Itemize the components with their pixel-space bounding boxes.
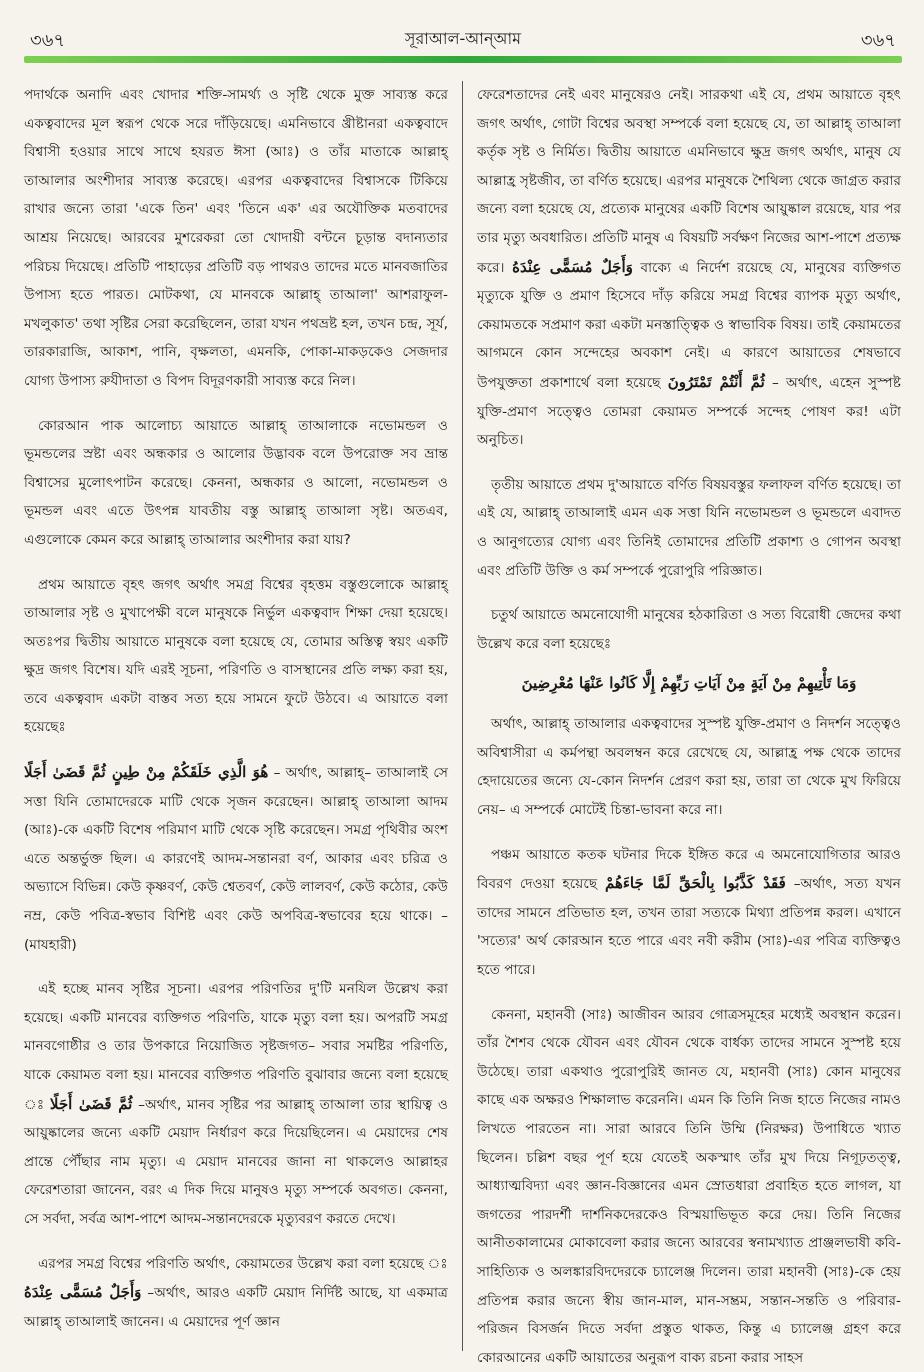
- header-divider: [24, 56, 902, 63]
- paragraph-text: ফেরেশতাদের নেই এবং মানুষেরও নেই। সারকথা এই যে, প্রথম আয়াতে বৃহৎ জগৎ অর্থাৎ, গোটা বিশ্বের অবস্থা সম্পর্কে বলা হয়েছে যে, তা আল্লাহ্ তাআলা কর্তৃক সৃষ্ট ও নির্মিত। দ্বিতীয় আয়াতে এমনিভাবে ক্ষুদ্র জগৎ অর্থাৎ, মানুষ যে আল্লাহ্র সৃষ্টজীব, তা বর্ণিত হয়েছে। এরপর মানুষকে শৈথিল্য থেকে জাগ্রত করার জন্যে বলা হয়েছে যে, প্রত্যেক মানুষের একটি বিশেষ আয়ুষ্কাল রয়েছে, যার পর তার মৃত্যু অবধারিত। প্রতিটি মানুষ এ বিষয়টি সর্বক্ষণ নিজের আশ-পাশে প্রত্যক্ষ করে।: [477, 87, 901, 276]
- arabic-verse: وَأَجَلٌ مُسَمًّى عِنْدَهُ: [512, 257, 633, 276]
- surah-title: সূরাআল-আন্‌আম: [404, 29, 522, 48]
- paragraph-text: বাক্যে এ নির্দেশ রয়েছে যে, মানুষের ব্যক্তিগত মৃত্যুকে যুক্তি ও প্রমাণ হিসেবে দাঁড় করিয়ে সমগ্র বিশ্বের ব্যাপক মৃত্যু অর্থাৎ, কেয়ামতকে সপ্রমাণ করা একটা মনস্তাত্ত্বিক ও স্বাভাবিক বিষয়। তাই কেয়ামতের আগমনে কোন সন্দেহের অবকাশ নেই। এ কারণে আয়াতের শেষভাবে উপযুক্ততা প্রকাশার্থে বলা হয়েছে: [477, 259, 901, 391]
- paragraph: [477, 841, 901, 985]
- paragraph-text: এই হচ্ছে মানব সৃষ্টির সূচনা। এরপর পরিণতির দু'টি মনযিল উল্লেখ করা হয়েছে। একটি মানবের ব্যক্তিগত পরিণতি, যাকে মৃত্যু বলা হয়। অপরটি সমগ্র মানবগোষ্ঠীর ও তার উপকারে নিয়োজিত সৃষ্টজগত– সবার সমষ্টির পরিণতি, যাকে কেয়ামত বলা হয়। মানবের ব্যক্তিগত পরিণতি বুঝাবার জন্যে বলা হয়েছে ঃ: [24, 981, 448, 1113]
- column-divider: [462, 81, 463, 1351]
- paragraph: পদার্থকে অনাদি এবং খোদার শক্তি-সামর্থ্য ও সৃষ্টি থেকে মুক্ত সাব্যস্ত করে একত্ববাদের মূল স্বরূপ থেকে সরে দাঁড়িয়েছে। এমনিভাবে খ্রীষ্টানরা একত্ববাদে বিশ্বাসী হওয়ার সাথে সাথে হযরত ঈসা (আঃ) ও তাঁর মাতাকে আল্লাহ্ তাআলার অংশীদার সাব্যস্ত করেছে। এরপর একত্ববাদের বিশ্বাসকে টিকিয়ে রাখার জন্যে তারা 'একে তিন' এবং 'তিনে এক' এর অযৌক্তিক মতবাদের আশ্রয় নিয়েছে। আরবের মুশরেকরা তো খোদায়ী বন্টনে চূড়ান্ত বদান্যতার পরিচয় দিয়েছে। প্রতিটি পাহাড়ের প্রতিটি বড় পাথরও তাদের মতে মানবজাতির উপাস্য হতে পারত। মোটকথা, যে মানবকে আল্লাহ্ তাআলা' আশরাফুল-মখলুকাত' তথা সৃষ্টির সেরা করেছিলেন, তারা যখন পথভ্রষ্ট হল, তখন চন্দ্র, সূর্য, তারকারাজি, আকাশ, পানি, বৃক্ষলতা, এমনকি, পোকা-মাকড়কেও সেজদার যোগ্য উপাস্য রুযীদাতা ও বিপদ বিদূরণকারী সাব্যস্ত করে নিল।: [24, 87, 448, 389]
- arabic-verse: وَمَا تَأْتِيهِمْ مِنْ آيَةٍ مِنْ آيَاتِ رَبِّهِمْ إِلَّا كَانُوا عَنْهَا مُعْرِضِينَ: [521, 674, 857, 693]
- paragraph-text: পঞ্চম আয়াতে কতক ঘটনার দিকে ইঙ্গিত করে এ অমনোযোগিতার আরও বিবরণ দেওয়া হয়েছে: [477, 846, 901, 893]
- paragraph-text: – অর্থাৎ, আল্লাহ্– তাআলাই সে সত্তা যিনি তোমাদেরকে মাটি থেকে সৃজন করেছেন। আল্লাহ্ তাআলা আদম (আঃ)-কে একটি বিশেষ পরিমাণ মাটি থেকে সৃষ্টি করেছেন। সমগ্র পৃথিবীর অংশ এতে অন্তর্ভুক্ত ছিল। এ কারণেই আদম-সন্তানরা বর্ণ, আকার এবং চরিত্র ও অভ্যাসে বিভিন্ন। কেউ কৃষ্ণবর্ণ, কেউ শ্বেতবর্ণ, কেউ লালবর্ণ, কেউ কঠোর, কেউ নম্র, কেউ পবিত্র-স্বভাব বিশিষ্ট এবং কেউ অপবিত্র-স্বভাবের হয়ে থাকে। – (মাযহারী): [24, 765, 448, 953]
- page-number-right: ৩৬৭: [860, 30, 896, 51]
- paragraph-text: – অর্থাৎ, এহেন সুস্পষ্ট যুক্তি-প্রমাণ সত্ত্বেও তোমরা কেয়ামত সম্পর্কে সন্দেহ পোষণ কর! এটা অনুচিত।: [477, 374, 901, 449]
- paragraph: কোরআন পাক আলোচ্য আয়াতে আল্লাহ্ তাআলাকে নভোমন্ডল ও ভূমন্ডলের স্রষ্টা এবং অন্ধকার ও আলোর উদ্ভাবক বলে উপরোক্ত সব ভ্রান্ত বিশ্বাসের মুলোৎপাটন করেছে। কেননা, অন্ধকার ও আলো, নভোমন্ডল ও ভূমন্ডল এবং এতে উৎপন্ন যাবতীয় বস্তু আল্লাহ্ তাআলা সৃষ্ট। অতএব, এগুলোকে কেমন করে আল্লাহ্ তাআলার অংশীদার করা যায়?: [24, 417, 448, 548]
- arabic-verse: هُوَ الَّذِي خَلَقَكُمْ مِنْ طِينٍ ثُمَّ قَضَىٰ أَجَلًا: [24, 763, 269, 782]
- paragraph: চতুর্থ আয়াতে অমনোযোগী মানুষের হঠকারিতা ও সত্য বিরোধী জেদের কথা উল্লেখ করে বলা হয়েছেঃ: [477, 607, 901, 652]
- paragraph-text: –অর্থাৎ, সত্য যখন তাদের সামনে প্রতিভাত হল, তখন তারা সত্যকে মিথ্যা প্রতিপন্ন করল। এখানে 'সত্যের' অর্থ কোরআন হতে পারে এবং নবী করীম (সাঃ)-এর পবিত্র ব্যক্তিত্বও হতে পারে।: [477, 876, 901, 979]
- paragraph-text: এরপর সমগ্র বিশ্বের পরিণতি অর্থাৎ, কেয়ামতের উল্লেখ করা বলা হয়েছে ঃ: [38, 1255, 448, 1272]
- paragraph: [24, 1250, 448, 1337]
- arabic-verse: ثُمَّ قَضَىٰ أَجَلًا: [49, 1094, 133, 1113]
- page-number-left: ৩৬৭: [30, 30, 66, 51]
- paragraph: প্রথম আয়াতে বৃহৎ জগৎ অর্থাৎ সমগ্র বিশ্বের বৃহত্তম বস্তুগুলোকে আল্লাহ্ তাআলার সৃষ্ট ও মুখাপেক্ষী বলে মানুষকে নির্ভুল একত্ববাদ শিক্ষা দেয়া হয়েছে। অতঃপর দ্বিতীয় আয়াতে মানুষকে বলা হয়েছে যে, তোমার অস্তিত্ব স্বয়ং একটি ক্ষুদ্র জগৎ বিশেষ। যদি এরই সূচনা, পরিণতি ও বাসস্থানের প্রতি লক্ষ্য করা হয়, তবে একত্ববাদ একটা বাস্তব সত্য হয়ে সামনে ফুটে উঠবে। এ আয়াতে বলা হয়েছেঃ: [24, 576, 448, 736]
- paragraph: তৃতীয় আয়াতে প্রথম দু'আয়াতে বর্ণিত বিষয়বস্তুর ফলাফল বর্ণিত হয়েছে। তা এই যে, আল্লাহ্ তাআলাই এমন এক সত্তা যিনি নভোমন্ডল ও ভূমন্ডলে এবাদত ও আনুগত্যের যোগ্য এবং তিনিই তোমাদের প্রতিটি প্রকাশ্য ও গোপন অবস্থা এবং প্রতিটি উক্তি ও কর্ম সম্পর্কে পুরোপুরি পরিজ্ঞাত।: [477, 476, 901, 579]
- page-header: [24, 12, 902, 52]
- paragraph: [477, 81, 901, 455]
- arabic-verse: فَقَدْ كَذَّبُوا بِالْحَقِّ لَمَّا جَاءَهُمْ: [604, 874, 786, 893]
- paragraph: কেননা, মহানবী (সাঃ) আজীবন আরব গোত্রসমূহের মধ্যেই অবস্থান করেন। তাঁর শৈশব থেকে যৌবন এবং যৌবন থেকে বার্ধক্য তাদের সামনে সুস্পষ্ট হয়ে উঠেছে। তারা একথাও পুরোপুরিই জানত যে, মহানবী (সাঃ) কোন মানুষের কাছে এক অক্ষরও শিক্ষালাভ করেননি। এমন কি তিনি নিজ হাতে নিজের নামও লিখতে পারতেন না। সারা আরবে তিনি উম্মি (নিরক্ষর) উপাধিতে খ্যাত ছিলেন। চল্লিশ বছর পূর্ণ হয়ে যেতেই অকস্মাৎ তাঁর মুখ দিয়ে নিগূঢ়তত্ত্ব, আধ্যাত্মবিদ্যা এবং জ্ঞান-বিজ্ঞানের এমন স্রোতধারা প্রবাহিত হতে লাগল, যা জগতের পারদর্শী দার্শনিকদেরকেও বিস্ময়াভিভূত করে দেয়। তিনি নিজের আনীতকালামের মোকাবেলা করার জন্যে আরবের স্বনামখ্যাত প্রাঞ্জলভাষী কবি-সাহিত্যিক ও অলঙ্কারবিদদেরকে চ্যালেঞ্জ দিলেন। তারা মহানবী (সাঃ)-কে হেয় প্রতিপন্ন করার জন্যে স্বীয় জান-মাল, মান-সম্ভ্রম, সন্তান-সন্ততি ও পরিবার-পরিজন বিসর্জন দিতে সর্বদা প্রস্তুত থাকত, কিন্তু এ চ্যালেঞ্জ গ্রহণ করে কোরআনের একটি আয়াতের অনুরূপ বাক্য রচনা করার সাহস: [477, 1006, 901, 1366]
- text-columns: [24, 81, 902, 1366]
- arabic-verse: وَأَجَلٌ مُسَمًّى عِنْدَهُ: [24, 1283, 142, 1302]
- paragraph: অর্থাৎ, আল্লাহ্ তাআলার একত্ববাদের সুস্পষ্ট যুক্তি-প্রমাণ ও নিদর্শন সত্ত্বেও অবিশ্বাসীরা এ কর্মপন্থা অবলম্বন করে রেখেছে যে, আল্লাহ্র পক্ষ থেকে তাদের হেদায়েতের জন্যে যে-কোন নিদর্শন প্রেরণ করা হয়, তারা তা থেকে মুখ ফিরিয়ে নেয়– এ সম্পর্কে মোটেই চিন্তা-ভাবনা করে না।: [477, 716, 901, 819]
- paragraph-text: –অর্থাৎ, মানব সৃষ্টির পর আল্লাহ্ তাআলা তার স্থায়িত্ব ও আয়ুষ্কালের জন্যে একটি মেয়াদ নির্ধারণ করে দিয়েছিলেন। এ মেয়াদের শেষ প্রান্তে পৌঁছার নাম মৃত্যু। এ মেয়াদ মানবের জানা না থাকলেও আল্লাহর ফেরেশতারা জানেন, বরং এ দিক দিয়ে মানুষও মৃত্যু সম্পর্কে অবগত। কেননা, সে সর্বদা, সর্বত্র আশ-পাশে আদম-সন্তানদেরকে মৃত্যুবরণ করতে দেখে।: [24, 1096, 449, 1227]
- left-column: [24, 81, 448, 1351]
- paragraph-text: –অর্থাৎ, আরও একটি মেয়াদ নির্দিষ্ট আছে, যা একমাত্র আল্লাহ্ তাআলাই জানেন। এ মেয়াদের পূর্ণ জ্ঞান: [24, 1285, 448, 1330]
- right-column: [477, 81, 901, 1366]
- paragraph: [24, 758, 448, 959]
- paragraph: [24, 975, 448, 1233]
- arabic-verse: ثُمَّ أَنْتُمْ تَمْتَرُونَ: [667, 372, 765, 391]
